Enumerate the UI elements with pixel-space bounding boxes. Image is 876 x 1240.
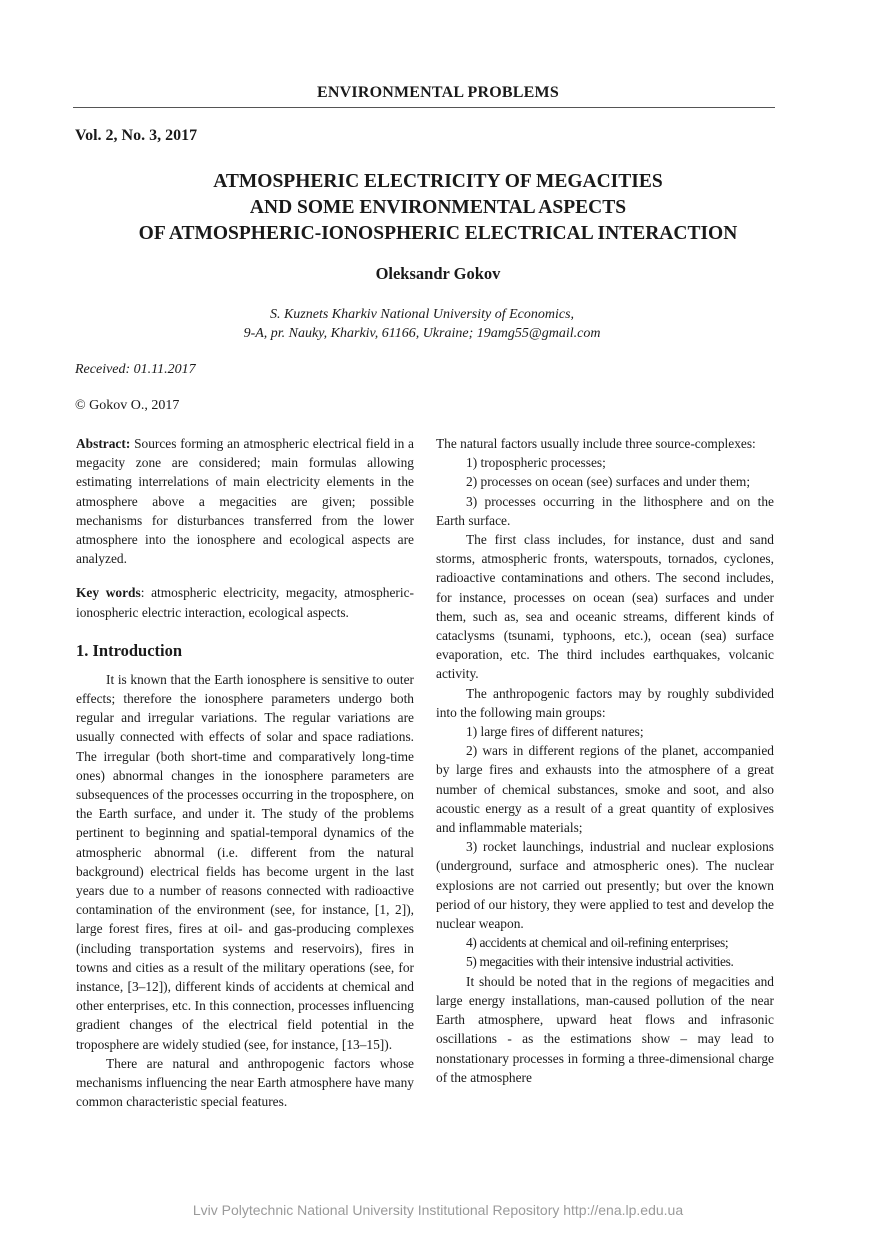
keywords-label: Key words [76,585,141,601]
title-line: OF ATMOSPHERIC-IONOSPHERIC ELECTRICAL INTERACTION [138,223,738,244]
header-rule [73,107,775,108]
volume-info: Vol. 2, No. 3, 2017 [75,127,198,144]
natural-factor-item: 3) processes occurring in the lithosphere and on the Earth surface. [436,493,774,528]
affiliation [0,305,848,343]
keywords-text: : atmospheric electricity, megacity, atmospheric-ionospheric electric interaction, ecological aspects. [76,585,414,620]
journal-header: ENVIRONMENTAL PROBLEMS [317,84,559,101]
affiliation-line: 9-A, pr. Nauky, Kharkiv, 61166, Ukraine; 19amg55@gmail.com [243,326,601,341]
left-column [76,434,414,1112]
closing-paragraph: It should be noted that in the regions of megacities and large energy installations, man-caused pollution of the near Earth atmosphere, upward heat flows and infrasonic oscillations - as the estimations show – may lead to nonstationary processes in forming a three-dimensional charge of the atmosphere [436,973,774,1085]
abstract-text: Sources forming an atmospheric electrical field in a megacity zone are considered; main formulas allowing estimating interrelations of main electricity elements in the atmosphere above a megacities are given; possible mechanisms for disturbances transferred from the lower atmosphere into the ionosphere and ecological aspects are analyzed. [76,436,414,567]
received-date: Received: 01.11.2017 [75,362,196,377]
title-line: ATMOSPHERIC ELECTRICITY OF MEGACITIES [213,171,663,192]
anthropogenic-item: 1) large fires of different natures; [466,724,644,740]
title-line: AND SOME ENVIRONMENTAL ASPECTS [249,197,627,218]
classes-paragraph: The first class includes, for instance, dust and sand storms, atmospheric fronts, waterspouts, tornados, cyclones, radioactive contaminations and others. The second includes, for instance, processes on ocean (sea) surfaces and under them, such as, sea and oceanic streams, different kinds of cataclysms (tsunami, typhoons, etc.), ocean (sea) surface evaporation, etc. The third includes earthquakes, volcanic activity. [436,532,774,682]
natural-factors-intro: The natural factors usually include three source-complexes: [436,436,756,451]
natural-factor-item: 2) processes on ocean (see) surfaces and under them; [466,474,751,490]
affiliation-line: S. Kuznets Kharkiv National University of Economics, [269,307,575,322]
right-column [436,434,774,1087]
anthropogenic-item: 2) wars in different regions of the planet, accompanied by large fires and exhausts into the atmosphere of a great number of chemical substances, smoke and soot, and also acoustic energy as a result of a great quantity of explosives and inflammable materials; [436,743,774,836]
copyright: © Gokov O., 2017 [75,398,180,413]
author-name: Oleksandr Gokov [375,264,501,283]
section-heading-introduction: 1. Introduction [76,640,183,660]
natural-factor-item: 1) tropospheric processes; [466,455,606,471]
repository-footer: Lviv Polytechnic National University Institutional Repository http://ena.lp.edu.ua [192,1202,684,1218]
anthropogenic-item: 5) megacities with their intensive industrial activities. [466,954,734,970]
anthropogenic-item: 3) rocket launchings, industrial and nuclear explosions (underground, surface and atmospheric ones). The nuclear explosions are not carried out presently; but over the known period of our history, they were applied to test and develop the nuclear weapon. [436,839,774,932]
anthropogenic-item: 4) accidents at chemical and oil-refining enterprises; [466,935,729,951]
abstract [76,434,414,568]
anthropogenic-intro: The anthropogenic factors may by roughly subdivided into the following main groups: [436,685,774,720]
keywords [76,583,414,621]
article-title [0,169,876,247]
intro-paragraph: There are natural and anthropogenic factors whose mechanisms influencing the near Earth atmosphere have many common characteristic special features. [76,1055,414,1110]
abstract-label: Abstract: [76,436,131,451]
intro-paragraph: It is known that the Earth ionosphere is sensitive to outer effects; therefore the ionosphere parameters undergo both regular and irregular variations. The regular variations are usually connected with effects of solar and space radiations. The irregular (both short-time and comparatively long-time ones) abnormal changes in the ionosphere parameters are subsequences of the processes occurring in the troposphere, on the Earth surface, and under it. The study of the problems pertinent to beginning and spatial-temporal dynamics of the atmospheric abnormal (i.e. different from the natural background) electrical fields has become urgent in the last years due to a number of reasons connected with radioactive contamination of the environment (see, for instance, [1, 2]), large forest fires, fires at oil- and gas-producing complexes (including transportation systems and reservoirs), fires in towns and cities as a result of the military operations (see, for instance, [3–12]), different kinds of accidents at chemical and other enterprises, etc. In this connection, processes influencing gradient changes of the electrical field potential in the troposphere are widely studied (see, for instance, [13–15]). [76,671,414,1052]
